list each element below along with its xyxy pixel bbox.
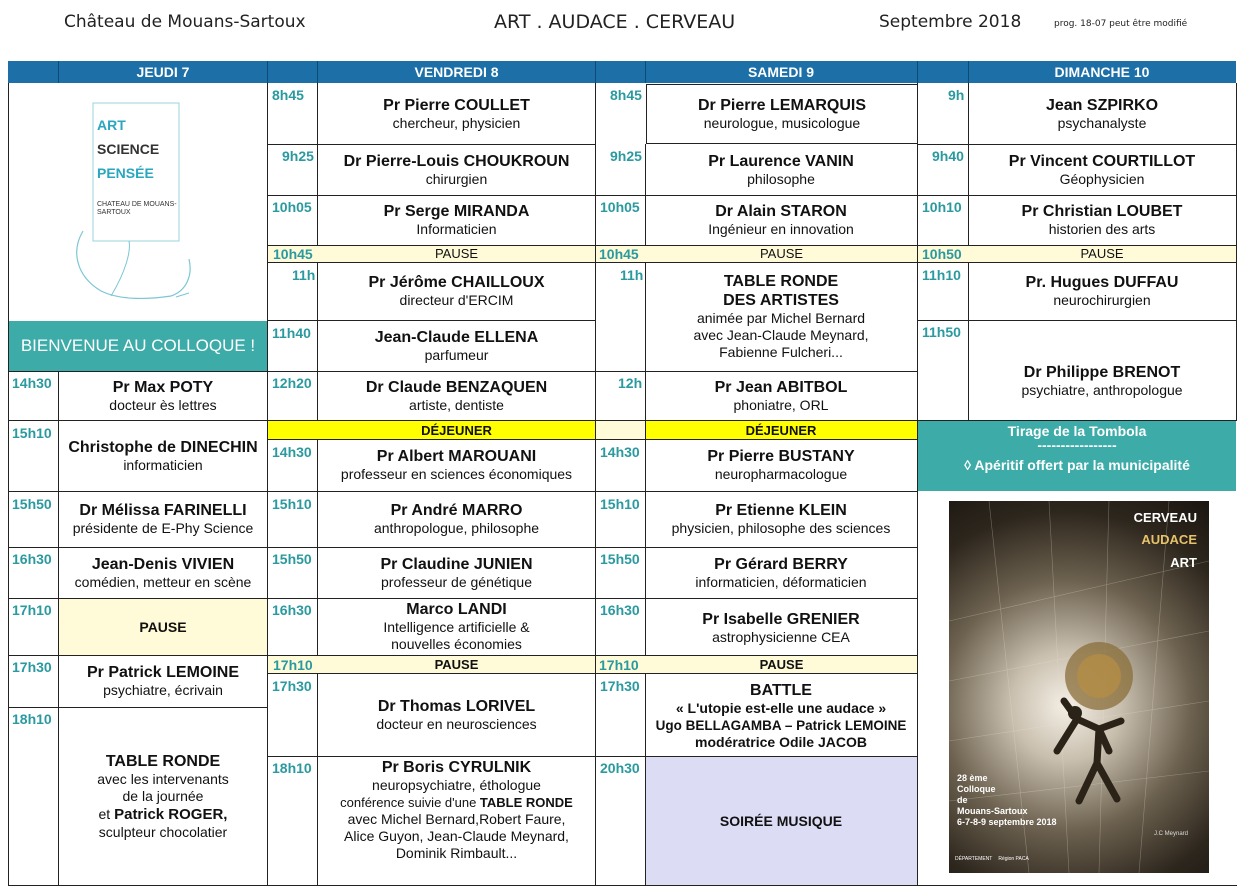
speaker-name: Dr Claude BENZAQUEN [365, 378, 548, 396]
speaker-name: Pr André MARRO [390, 502, 523, 519]
speaker-name: Jean-Denis VIVIEN [91, 555, 235, 573]
time-label: 15h50 [272, 551, 312, 567]
time-label: 8h45 [610, 87, 642, 103]
time-label: 16h30 [600, 602, 640, 618]
logo-science: SCIENCE [97, 141, 160, 157]
time-label: 16h30 [12, 551, 52, 567]
session-fri-15 [318, 756, 595, 885]
time-label: 10h45 [599, 246, 639, 262]
day-sunday: DIMANCHE 10 [968, 61, 1236, 83]
poster-word-1: CERVEAU [1133, 510, 1197, 525]
time-label: 10h50 [922, 246, 962, 262]
time-label: 9h [948, 87, 965, 103]
session-sat-9 [645, 491, 917, 547]
time-label: 18h10 [12, 711, 52, 727]
session-fri-9 [318, 439, 595, 491]
speaker-name: Pr Christian LOUBET [1021, 203, 1183, 220]
session-title: TABLE RONDE [105, 752, 221, 770]
session-detail: et [98, 805, 115, 822]
time-label: 20h30 [600, 760, 640, 776]
time-label: 18h10 [272, 760, 312, 776]
speaker-name: Dr Alain STARON [715, 203, 847, 220]
session-detail: avec Jean-Claude Meynard, [693, 327, 869, 343]
speaker-name: Christophe de DINECHIN [68, 439, 258, 456]
speaker-role: professeur en sciences économiques [340, 466, 573, 482]
speaker-role: directeur d'ERCIM [399, 292, 514, 308]
table-ronde-thu [59, 707, 267, 885]
time-label: 11h50 [922, 324, 961, 340]
speaker-name: Pr Laurence VANIN [708, 152, 854, 170]
session-sat-2 [645, 144, 917, 195]
speaker-role: Ingénieur en innovation [708, 221, 854, 237]
speaker-name: Jean SZPIRKO [1045, 96, 1159, 114]
time-label: 9h25 [610, 148, 642, 164]
session-fri-2 [318, 144, 595, 195]
session-detail: animée par Michel Bernard [696, 310, 866, 326]
speaker-role: neuropharmacologue [714, 466, 848, 482]
poster-caption-line: Colloque [957, 784, 996, 794]
poster-caption-line: 28 ème [957, 773, 988, 783]
session-fri-1 [318, 83, 595, 144]
session-detail: avec Michel Bernard,Robert Faure, [347, 811, 566, 827]
poster-caption [957, 773, 1057, 828]
time-label: 16h30 [272, 602, 312, 618]
logo-art: ART [97, 117, 126, 133]
place-label: Château de Mouans-Sartoux [64, 12, 306, 32]
time-label: 17h10 [599, 657, 639, 673]
session-sat-3 [645, 195, 917, 245]
time-label: 17h30 [600, 678, 640, 694]
logo-pensee: PENSÉE [97, 165, 154, 181]
session-detail: Alice Guyon, Jean-Claude Meynard, [344, 828, 569, 844]
time-label: 9h25 [282, 148, 314, 164]
time-label: 14h30 [12, 375, 52, 391]
session-detail: « L'utopie est-elle une audace » [675, 700, 887, 716]
guest-name: Patrick ROGER, [114, 805, 228, 823]
logo-sub: CHATEAU DE MOUANS-SARTOUX [97, 201, 177, 216]
table-ronde-artistes [645, 262, 917, 371]
session-title: DES ARTISTES [723, 292, 839, 309]
speaker-name: Pr Vincent COURTILLOT [1008, 152, 1196, 170]
session-sat-6 [645, 371, 917, 420]
speaker-role: physicien, philosophe des sciences [671, 520, 891, 536]
speaker-role: psychiatre, anthropologue [1021, 382, 1183, 398]
speaker-name: Pr Jérôme CHAILLOUX [368, 274, 545, 291]
session-detail: avec les intervenants [97, 770, 229, 787]
lunch-sat: DÉJEUNER [645, 421, 917, 439]
pause-fri-morning [268, 245, 595, 262]
date-label: Septembre 2018 [879, 12, 1022, 32]
welcome-banner: BIENVENUE AU COLLOQUE ! [8, 321, 268, 371]
session-thu-3 [59, 491, 267, 547]
pause-sun [918, 245, 1236, 262]
speaker-name: Pr Gérard BERRY [714, 555, 848, 573]
session-sun-2 [968, 144, 1236, 195]
logo-panel [8, 83, 268, 321]
battle-session [645, 673, 917, 756]
poster-logos [955, 851, 1203, 867]
session-detail-bold: TABLE RONDE [479, 795, 573, 810]
sponsor-logo: DÉPARTEMENT [955, 856, 993, 862]
speaker-role: Intelligence artificielle & [383, 619, 530, 635]
time-label: 10h05 [272, 199, 312, 215]
session-thu-4 [59, 547, 267, 598]
speaker-role: présidente de E-Phy Science [72, 520, 254, 536]
sponsor-logo: Région PACA [998, 856, 1029, 862]
speaker-role: informaticien [123, 457, 203, 473]
speaker-role: Géophysicien [1059, 170, 1145, 187]
time-label: 14h30 [600, 444, 640, 460]
session-sun-5 [968, 262, 1236, 320]
session-sat-10 [645, 547, 917, 598]
speaker-role: informaticien, déformaticien [695, 573, 867, 590]
speaker-name: Pr Max POTY [112, 378, 214, 396]
speaker-name: Dr Pierre LEMARQUIS [697, 97, 867, 114]
session-sat-1 [646, 84, 918, 144]
session-title: BATTLE [750, 682, 812, 699]
day-friday: VENDREDI 8 [318, 61, 595, 83]
lunch-sat-gap [596, 421, 645, 439]
speaker-role: anthropologue, philosophe [373, 520, 540, 536]
speaker-role: docteur en neurosciences [376, 715, 537, 732]
pause-label: PAUSE [434, 246, 479, 261]
speaker-role: neuropsychiatre, éthologue [372, 777, 541, 793]
time-label: 10h45 [273, 246, 313, 262]
time-label: 17h10 [12, 602, 52, 618]
time-label: 15h10 [12, 425, 52, 441]
session-sat-8 [645, 439, 917, 491]
speaker-role: psychanalyste [1057, 114, 1147, 131]
speaker-name: Pr Jean ABITBOL [714, 378, 848, 396]
aperitif-text: ◊ Apéritif offert par la municipalité [964, 457, 1190, 473]
speaker-name: Marco LANDI [406, 601, 507, 618]
page-title: ART . AUDACE . CERVEAU [494, 11, 736, 33]
tombola-panel [918, 420, 1236, 491]
speaker-name: Pr Pierre COULLET [383, 96, 530, 114]
speaker-name: Pr Serge MIRANDA [383, 203, 530, 220]
session-fri-7 [318, 371, 595, 420]
speaker-name: Pr Boris CYRULNIK [381, 759, 532, 776]
pause-label: PAUSE [759, 246, 804, 261]
time-label: 17h30 [272, 678, 312, 694]
soiree-musique: SOIRÉE MUSIQUE [645, 756, 917, 885]
session-fri-12 [318, 598, 595, 655]
pause-sat-afternoon [596, 656, 917, 673]
session-detail: sculpteur chocolatier [98, 823, 228, 840]
session-detail: modératrice Odile JACOB [695, 734, 867, 750]
speaker-name: Dr Pierre-Louis CHOUKROUN [343, 152, 570, 170]
session-thu-1 [59, 371, 267, 420]
speaker-role: phoniatre, ORL [733, 396, 829, 413]
time-label: 10h10 [922, 199, 962, 215]
speaker-role: artiste, dentiste [409, 396, 504, 413]
speaker-role: nouvelles économies [391, 636, 522, 652]
time-label: 8h45 [272, 87, 304, 103]
session-sun-1 [968, 83, 1236, 144]
speaker-name: Pr Pierre BUSTANY [707, 448, 855, 465]
speaker-role: philosophe [747, 170, 815, 187]
time-label: 12h [618, 375, 643, 391]
speaker-role: chirurgien [425, 170, 488, 187]
pause-label: PAUSE [1080, 246, 1124, 261]
speaker-name: Pr Isabelle GRENIER [702, 611, 860, 628]
session-detail: de la journée [122, 787, 204, 804]
speaker-name: Dr Mélissa FARINELLI [79, 502, 247, 519]
pause-thu: PAUSE [59, 598, 267, 655]
time-label: 11h40 [272, 325, 311, 341]
tombola-divider: ----------------- [1037, 437, 1117, 453]
speaker-role: astrophysicienne CEA [712, 629, 850, 645]
pause-label: PAUSE [759, 657, 804, 672]
session-detail: Ugo BELLAGAMBA – Patrick LEMOINE [655, 718, 907, 733]
session-fri-5 [318, 262, 595, 320]
time-label: 15h10 [272, 496, 312, 512]
session-title: TABLE RONDE [723, 273, 839, 290]
pause-label: PAUSE [434, 657, 479, 672]
poster-signature: J.C Meynard [1154, 831, 1189, 837]
program-note: prog. 18-07 peut être modifié [1054, 19, 1188, 29]
speaker-role: psychiatre, écrivain [103, 682, 223, 698]
session-thu-2 [59, 420, 267, 491]
day-saturday: SAMEDI 9 [645, 61, 917, 83]
session-sat-11 [645, 598, 917, 655]
speaker-role: chercheur, physicien [392, 114, 521, 131]
speaker-role: docteur ès lettres [109, 396, 217, 413]
session-fri-11 [318, 547, 595, 598]
session-fri-3 [318, 195, 595, 245]
speaker-name: Pr. Hugues DUFFAU [1025, 274, 1179, 291]
time-label: 15h10 [600, 496, 640, 512]
day-thursday: JEUDI 7 [59, 61, 267, 83]
time-label: 10h05 [600, 199, 640, 215]
session-detail: Dominik Rimbault... [395, 845, 518, 861]
session-detail: Fabienne Fulcheri... [719, 344, 843, 360]
lunch-fri [268, 421, 595, 439]
session-fri-14 [318, 673, 595, 756]
speaker-role: neurologue, musicologue [703, 115, 861, 131]
time-label: 17h10 [273, 657, 313, 673]
time-label: 15h50 [600, 551, 640, 567]
time-label: 11h [620, 267, 644, 283]
session-detail: conférence suivie d'une [340, 795, 480, 810]
poster-image [949, 501, 1209, 873]
tombola-title: Tirage de la Tombola [1007, 423, 1147, 439]
session-fri-6 [318, 320, 595, 371]
speaker-name: Jean-Claude ELLENA [374, 328, 539, 346]
speaker-name: Dr Thomas LORIVEL [377, 697, 536, 715]
session-fri-10 [318, 491, 595, 547]
time-label: 14h30 [272, 444, 312, 460]
poster-caption-line: 6-7-8-9 septembre 2018 [957, 817, 1057, 827]
speaker-role: parfumeur [424, 346, 489, 363]
speaker-role: neurochirurgien [1053, 292, 1151, 308]
session-sun-6 [968, 320, 1236, 420]
speaker-name: Pr Patrick LEMOINE [86, 664, 240, 681]
speaker-role: Informaticien [416, 221, 497, 237]
speaker-name: Pr Etienne KLEIN [715, 502, 847, 519]
poster-word-3: ART [1170, 555, 1197, 570]
speaker-role: professeur de génétique [381, 573, 532, 590]
time-label: 12h20 [272, 375, 312, 391]
poster-word-2: AUDACE [1141, 532, 1197, 547]
pause-fri-afternoon [268, 656, 595, 673]
time-label: 17h30 [12, 659, 52, 675]
time-label: 15h50 [12, 496, 52, 512]
speaker-role: historien des arts [1048, 221, 1156, 237]
pause-sat-morning [596, 245, 917, 262]
speaker-name: Pr Albert MAROUANI [376, 448, 537, 465]
time-label: 9h40 [932, 148, 964, 164]
speaker-name: Dr Philippe BRENOT [1023, 364, 1181, 381]
session-thu-6 [59, 655, 267, 707]
time-label: 11h10 [922, 267, 961, 283]
speaker-name: Pr Claudine JUNIEN [380, 555, 533, 573]
poster-caption-line: de [957, 795, 968, 805]
lunch-label: DÉJEUNER [421, 422, 492, 438]
speaker-role: comédien, metteur en scène [74, 573, 252, 590]
session-sun-3 [968, 195, 1236, 245]
time-label: 11h [292, 267, 316, 283]
poster-caption-line: Mouans-Sartoux [957, 806, 1028, 816]
